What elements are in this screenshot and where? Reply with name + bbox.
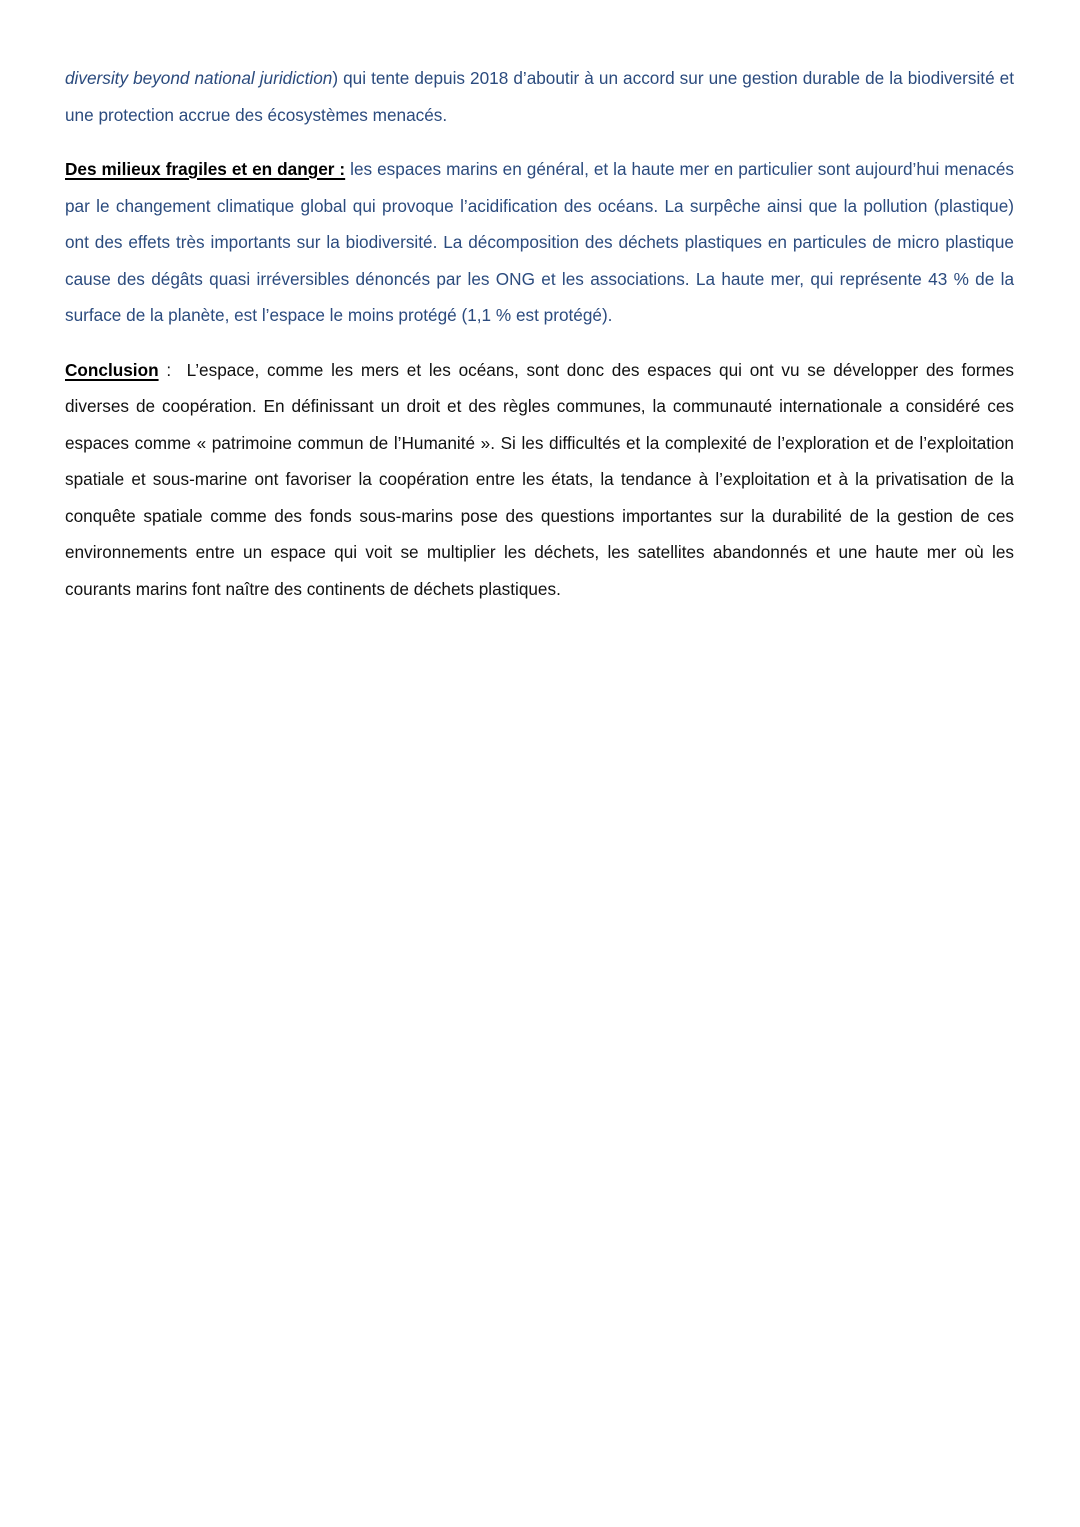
paragraph-bbnj-continuation — [65, 60, 1014, 133]
paragraph-text: L’espace, comme les mers et les océans, sont donc des espaces qui ont vu se développer des formes diverses de coopération. En définissant un droit et des règles communes, la communauté internationale a considéré ces espaces comme « patrimoine commun de l’Humanité ». Si les difficultés et la complexité de l’exploration et de l’exploitation spatiale et sous-marine ont favoriser la coopération entre les états, la tendance à l’exploitation et à la privatisation de la conquête spatiale comme des fonds sous-marins pose des questions importantes sur la durabilité de la gestion de ces environnements entre un espace qui voit se multiplier les déchets, les satellites abandonnés et une haute mer où les courants marins font naître des continents de déchets plastiques. — [65, 359, 1014, 599]
paragraph-text: les espaces marins en général, et la haute mer en particulier sont aujourd’hui menacés par le changement climatique global qui provoque l’acidification des océans. La surpêche ainsi que la pollution (plastique) ont des effets très importants sur la biodiversité. La décomposition des déchets plastiques en particules de micro plastique cause des dégâts quasi irréversibles dénoncés par les ONG et les associations. La haute mer, qui représente 43 % de la surface de la planète, est l’espace le moins protégé (1,1 % est protégé). — [65, 159, 1014, 325]
italic-term: diversity beyond national juridiction — [65, 68, 333, 88]
paragraph-fragile-environments — [65, 151, 1014, 334]
paragraph-conclusion — [65, 352, 1014, 608]
paragraph-text: ) qui tente depuis 2018 d’aboutir à un accord sur une gestion durable de la biodiversité et une protection accrue des écosystèmes menacés. — [65, 68, 1015, 125]
heading-separator: : — [158, 359, 187, 380]
section-heading: Conclusion — [65, 359, 159, 380]
document-page — [65, 60, 1014, 625]
section-heading: Des milieux fragiles et en danger : — [65, 159, 346, 179]
